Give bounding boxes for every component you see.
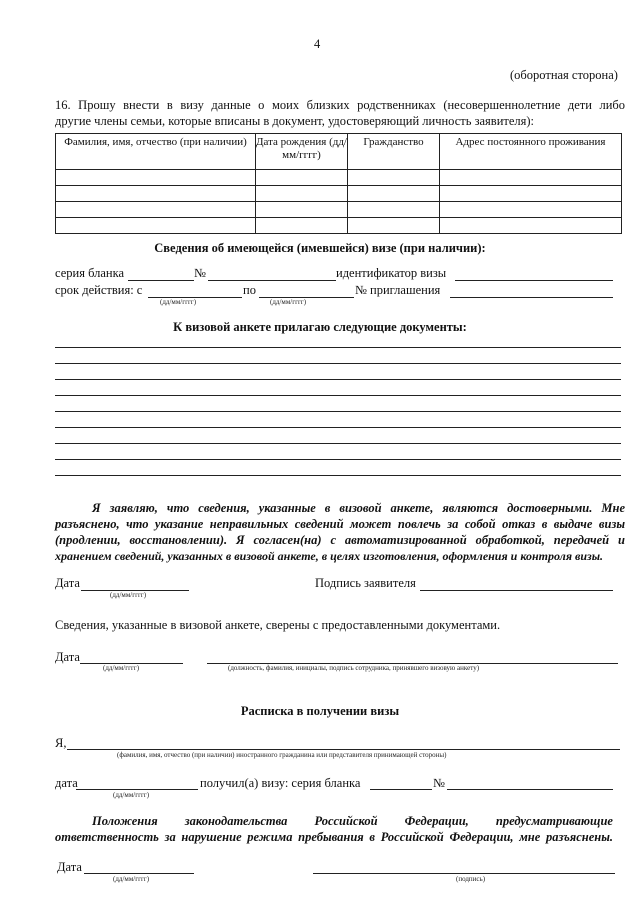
receipt-series-field[interactable] [370,789,432,790]
to-label: по [243,283,256,297]
table-cell[interactable] [256,170,348,186]
table-row [56,186,622,202]
date-label: Дата [57,860,82,874]
receipt-heading: Расписка в получении визы [240,704,400,718]
received-label: получил(а) визу: серия бланка [200,776,361,790]
table-cell[interactable] [56,170,256,186]
date-hint: (дд/мм/гггг) [103,664,140,672]
date-field[interactable] [84,873,194,874]
applicant-signature-field[interactable] [420,590,613,591]
date-label: Дата [55,650,80,664]
visa-id-field[interactable] [455,280,613,281]
legal-line [92,815,613,828]
signature-field[interactable] [313,873,615,874]
date-label: Дата [55,576,80,590]
legal-word: предусматривающие [495,814,613,828]
signature-hint: (подпись) [456,875,486,883]
validity-label: срок действия: с [55,283,143,297]
declaration-line: разъяснено, что указание неправильных сведений может повлечь за собой отказ в выдаче визы [55,517,625,531]
table-cell[interactable] [440,202,622,218]
table-cell[interactable] [256,202,348,218]
visa-id-label: идентификатор визы [336,266,447,280]
legal-word: Положения [92,814,158,828]
table-row [56,218,622,234]
declaration-line: хранением сведений, указанных в визовой анкете, в целях изготовления, оформления и контроля визы. [55,549,604,563]
table-cell[interactable] [256,218,348,234]
date-hint: (дд/мм/гггг) [270,298,307,306]
table-cell[interactable] [256,186,348,202]
name-hint: (фамилия, имя, отчество (при наличии) иностранного гражданина или представителя принимающей стороны) [117,751,447,759]
series-label: серия бланка [55,266,125,280]
applicant-signature-label: Подпись заявителя [315,576,416,590]
table-cell[interactable] [348,170,440,186]
documents-heading: К визовой анкете прилагаю следующие документы: [173,320,467,334]
table-cell[interactable] [440,170,622,186]
document-line[interactable] [55,475,621,476]
page-number: 4 [314,37,321,51]
legal-word: Федерации, [404,814,469,828]
document-line[interactable] [55,411,621,412]
date-hint: (дд/мм/гггг) [110,591,147,599]
receipt-number-field[interactable] [447,789,613,790]
name-field[interactable] [67,749,620,750]
document-line[interactable] [55,395,621,396]
date-hint: (дд/мм/гггг) [160,298,197,306]
document-line[interactable] [55,459,621,460]
document-line[interactable] [55,363,621,364]
table-cell[interactable] [348,202,440,218]
table-cell[interactable] [348,186,440,202]
document-line[interactable] [55,379,621,380]
date-hint: (дд/мм/гггг) [113,791,150,799]
column-header: Адрес постоянного проживания [440,134,622,170]
declaration-line: Я заявляю, что сведения, указанные в визовой анкете, являются достоверными. Мне [92,501,625,515]
date-label: дата [55,776,78,790]
relatives-table [55,133,622,234]
series-field[interactable] [128,280,194,281]
document-line[interactable] [55,443,621,444]
legal-word: Российской [314,814,378,828]
table-row [56,202,622,218]
invitation-field[interactable] [450,297,613,298]
document-line[interactable] [55,347,621,348]
table-cell[interactable] [56,202,256,218]
table-cell[interactable] [56,186,256,202]
table-row [56,170,622,186]
number-field[interactable] [208,280,336,281]
number-label: № [194,266,206,280]
section16-line1: 16. Прошу внести в визу данные о моих близких родственниках (несовершеннолетние дети либо [55,98,625,112]
column-header: Дата рождения (дд/мм/гггг) [256,134,348,170]
visa-info-heading: Сведения об имеющейся (имевшейся) визе (при наличии): [154,241,486,255]
document-line[interactable] [55,427,621,428]
side-label: (оборотная сторона) [510,68,618,82]
section16-line2: другие члены семьи, которые вписаны в документ, удостоверяющий личность заявителя): [55,114,535,128]
date-hint: (дд/мм/гггг) [113,875,150,883]
officer-hint: (должность, фамилия, инициалы, подпись сотрудника, принявшего визовую анкету) [228,664,480,672]
table-cell[interactable] [56,218,256,234]
verification-text: Сведения, указанные в визовой анкете, сверены с предоставленными документами. [55,618,501,632]
table-cell[interactable] [348,218,440,234]
legal-word: законодательства [184,814,288,828]
date-field[interactable] [76,789,198,790]
invitation-label: № приглашения [355,283,441,297]
table-cell[interactable] [440,218,622,234]
legal-line: ответственность за нарушение режима пребывания в Российской Федерации, мне разъяснены. [55,830,613,844]
number-label: № [433,776,445,790]
declaration-line: (продлении, восстановлении). Я согласен(на) с автоматизированной обработкой, передачей и [55,533,625,547]
i-label: Я, [55,736,67,750]
column-header: Гражданство [348,134,440,170]
table-cell[interactable] [440,186,622,202]
column-header: Фамилия, имя, отчество (при наличии) [56,134,256,170]
